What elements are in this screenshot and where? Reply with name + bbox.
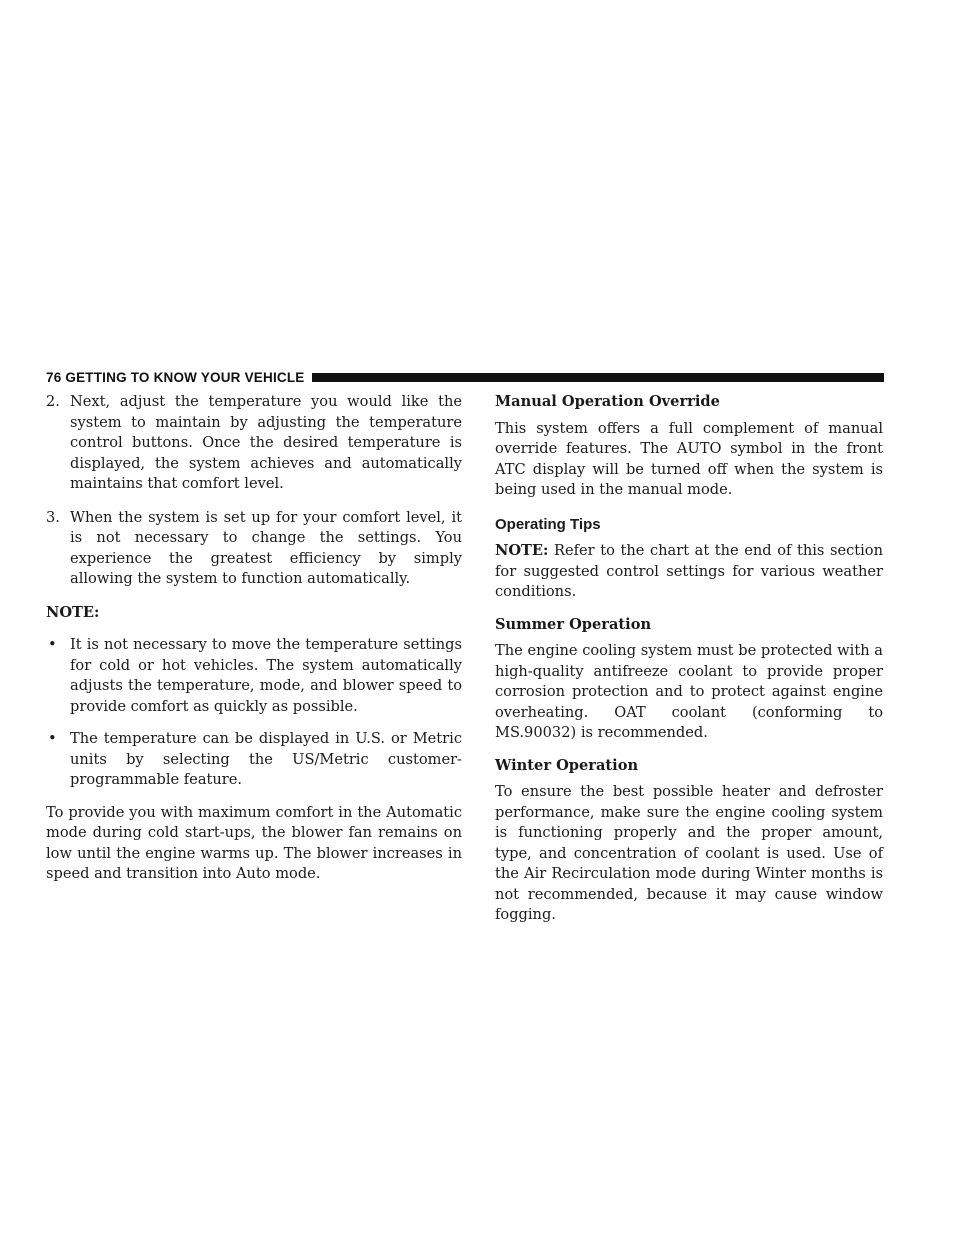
winter-operation-heading: Winter Operation: [495, 756, 639, 774]
manual-override-heading: Manual Operation Override: [495, 393, 720, 410]
step-item: [46, 392, 462, 495]
bullet-text: The temperature can be displayed in U.S. or Metric units by selecting the US/Metric customer-programmable feature.: [70, 730, 462, 788]
page-number: 76: [46, 369, 62, 385]
header-rule: [312, 373, 885, 382]
closing-paragraph: To provide you with maximum comfort in the Automatic mode during cold start-ups, the blower fan remains on low until the engine warms up. The blower increases in speed and transition into Auto mode.: [46, 803, 462, 882]
bullet-text: It is not necessary to move the temperature settings for cold or hot vehicles. The system automatically adjusts the temperature, mode, and blower speed to provide comfort as quickly as possible.: [70, 636, 462, 715]
left-column: [46, 392, 462, 897]
operating-tips-note-text: Refer to the chart at the end of this section for suggested control settings for various weather conditions.: [495, 542, 883, 600]
bullet-item: [46, 729, 462, 791]
summer-operation-heading: Summer Operation: [495, 615, 652, 633]
summer-operation-text: The engine cooling system must be protected with a high-quality antifreeze coolant to provide proper corrosion protection and to protect against engine overheating. OAT coolant (conforming to MS.90032) is recommended.: [495, 642, 883, 741]
step-number: 3.: [46, 508, 60, 526]
bullet-dot: •: [48, 730, 57, 747]
operating-tips-note-label: NOTE:: [495, 542, 549, 559]
winter-operation-text: To ensure the best possible heater and defroster performance, make sure the engine cooling system is functioning properly and the proper amount, type, and concentration of coolant is used. Use of the Air Recirculation mode during Winter months is not recommended, because it may cause window fogging.: [495, 783, 883, 923]
note-label: NOTE:: [46, 603, 100, 621]
page-header: [46, 368, 884, 386]
bullet-dot: •: [48, 636, 57, 653]
operating-tips-heading: Operating Tips: [495, 515, 601, 533]
right-column: [495, 392, 883, 938]
step-text: Next, adjust the temperature you would like the system to maintain by adjusting the temperature control buttons. Once the desired temperature is displayed, the system achieves and automatically maintains that comfort level.: [70, 393, 462, 492]
operating-tips-note: [495, 541, 883, 603]
section-title: GETTING TO KNOW YOUR VEHICLE: [65, 369, 305, 385]
step-number: 2.: [46, 393, 60, 410]
bullet-item: [46, 635, 462, 717]
step-item: [46, 508, 462, 590]
header-label: [46, 370, 305, 385]
step-text: When the system is set up for your comfort level, it is not necessary to change the settings. You experience the greatest efficiency by simply allowing the system to function automatically.: [70, 508, 462, 587]
manual-override-text: This system offers a full complement of manual override features. The AUTO symbol in the front ATC display will be turned off when the system is being used in the manual mode.: [495, 419, 883, 498]
